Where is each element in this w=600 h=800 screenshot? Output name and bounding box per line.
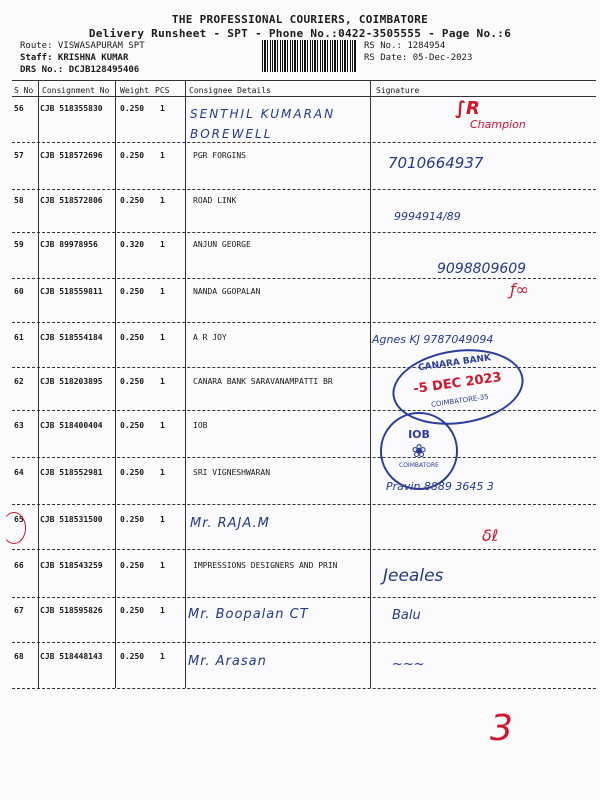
row-sno: 59 [14,240,24,249]
handwritten-consignee: SENTHIL KUMARAN BOREWELL [190,107,336,141]
row-weight: 0.250 [120,515,145,524]
row-consignee: SRI VIGNESHWARAN [193,468,271,477]
row-consignment: CJB 518572806 [40,196,103,205]
row-weight: 0.250 [120,468,145,477]
stamp-city: COIMBATORE [399,462,439,469]
col-header-consignee: Consignee Details [189,86,271,95]
signature: Agnes KJ 9787049094 [372,333,494,346]
row-consignee: PGR FORGINS [193,151,246,160]
row-weight: 0.250 [120,333,145,342]
iob-emblem-icon: ❀ [411,441,427,462]
row-weight: 0.250 [120,652,145,661]
row-consignment: CJB 518355830 [40,104,103,113]
row-pcs: 1 [160,421,165,430]
iob-stamp [380,412,458,490]
row-consignment: CJB 89978956 [40,240,98,249]
row-separator [12,410,596,411]
row-weight: 0.250 [120,421,145,430]
row-sno: 67 [14,606,24,615]
red-scribble-mark: ƒ∞ [510,280,529,299]
row-separator [12,142,596,143]
row-sno: 66 [14,561,24,570]
row-consignee: IOB [193,421,208,430]
signature: 9994914/89 [394,210,461,223]
row-pcs: 1 [160,515,165,524]
row-weight: 0.250 [120,287,145,296]
row-pcs: 1 [160,104,165,113]
handwritten-consignee: Mr. Arasan [188,654,267,669]
signature: Champion [470,118,526,131]
row-consignment: CJB 518559811 [40,287,103,296]
row-consignment: CJB 518552981 [40,468,103,477]
row-sno: 60 [14,287,24,296]
row-sno: 64 [14,468,24,477]
row-weight: 0.250 [120,196,145,205]
signature: Pravin 8889 3645 3 [386,480,494,493]
barcode [262,40,357,72]
table-header-rule [12,96,596,97]
row-weight: 0.250 [120,606,145,615]
row-pcs: 1 [160,377,165,386]
row-sno: 68 [14,652,24,661]
row-separator [12,322,596,323]
row-pcs: 1 [160,652,165,661]
row-consignment: CJB 518554184 [40,333,103,342]
row-weight: 0.320 [120,240,145,249]
runsheet-subtitle: Delivery Runsheet - SPT - Phone No.:0422-3505555 - Page No.:6 [88,27,512,40]
row-consignee: A R JOY [193,333,227,342]
row-consignment: CJB 518595826 [40,606,103,615]
row-separator [12,549,596,550]
handwritten-consignee: Mr. RAJA.M [190,516,270,531]
row-pcs: 1 [160,333,165,342]
stamp-date: -5 DEC 2023 [412,369,503,398]
row-pcs: 1 [160,196,165,205]
row-sno: 63 [14,421,24,430]
staff-field: Staff: KRISHNA KUMAR [20,53,129,63]
row-consignment: CJB 518203895 [40,377,103,386]
row-separator [12,597,596,598]
row-consignment: CJB 518543259 [40,561,103,570]
red-scribble-mark: δℓ [482,526,499,545]
signature: Jeeales [383,566,444,586]
stamp-city: COIMBATORE-35 [430,392,490,409]
row-weight: 0.250 [120,104,145,113]
row-consignee: ANJUN GEORGE [193,240,251,249]
row-sno: 56 [14,104,24,113]
row-weight: 0.250 [120,561,145,570]
row-separator [12,232,596,233]
signature: ~~~ [392,657,425,672]
rs-date: RS Date: 05-Dec-2023 [364,53,473,63]
company-title: THE PROFESSIONAL COURIERS, COIMBATORE [171,13,429,26]
row-separator [12,642,596,643]
row-separator [12,504,596,505]
col-header-signature: Signature [376,86,420,95]
row-sno: 62 [14,377,24,386]
row-consignment: CJB 518531500 [40,515,103,524]
row-pcs: 1 [160,468,165,477]
col-header-weight: Weight [120,86,149,95]
stamp-bank-name: CANARA BANK [417,353,492,374]
row-weight: 0.250 [120,377,145,386]
row-pcs: 1 [160,287,165,296]
row-consignee: CANARA BANK SARAVANAMPATTI BR [193,377,333,386]
row-sno: 58 [14,196,24,205]
row-pcs: 1 [160,240,165,249]
drs-field: DRS No.: DCJB128495406 [20,65,140,75]
row-consignment: CJB 518448143 [40,652,103,661]
row-separator [12,189,596,190]
red-initials-mark: ∫R [455,98,480,119]
row-weight: 0.250 [120,151,145,160]
col-header-pcs: PCS [155,86,170,95]
signature: 9098809609 [437,261,527,277]
row-pcs: 1 [160,151,165,160]
row-consignment: CJB 518400404 [40,421,103,430]
row-separator [12,688,596,689]
row-sno: 65 [14,515,24,524]
row-consignee: IMPRESSIONS DESIGNERS AND PRIN [193,561,338,570]
route-field: Route: VISWASAPURAM SPT [20,41,145,51]
row-separator [12,278,596,279]
stamp-bank-name: IOB [408,428,430,441]
row-sno: 61 [14,333,24,342]
col-header-consignment: Consignment No [42,86,110,95]
page-mark: 3 [490,708,513,749]
row-pcs: 1 [160,606,165,615]
signature: 7010664937 [388,154,484,172]
row-consignee: ROAD LINK [193,196,237,205]
col-header-sno: S No [14,86,34,95]
table-top-rule [12,80,596,81]
row-sno: 57 [14,151,24,160]
rs-number: RS No.: 1284954 [364,41,446,51]
handwritten-consignee: Mr. Boopalan CT [188,607,309,622]
row-separator [12,457,596,458]
row-pcs: 1 [160,561,165,570]
row-consignee: NANDA GGOPALAN [193,287,261,296]
signature: Balu [392,608,421,623]
row-consignment: CJB 518572696 [40,151,103,160]
red-circle-mark [2,512,26,544]
